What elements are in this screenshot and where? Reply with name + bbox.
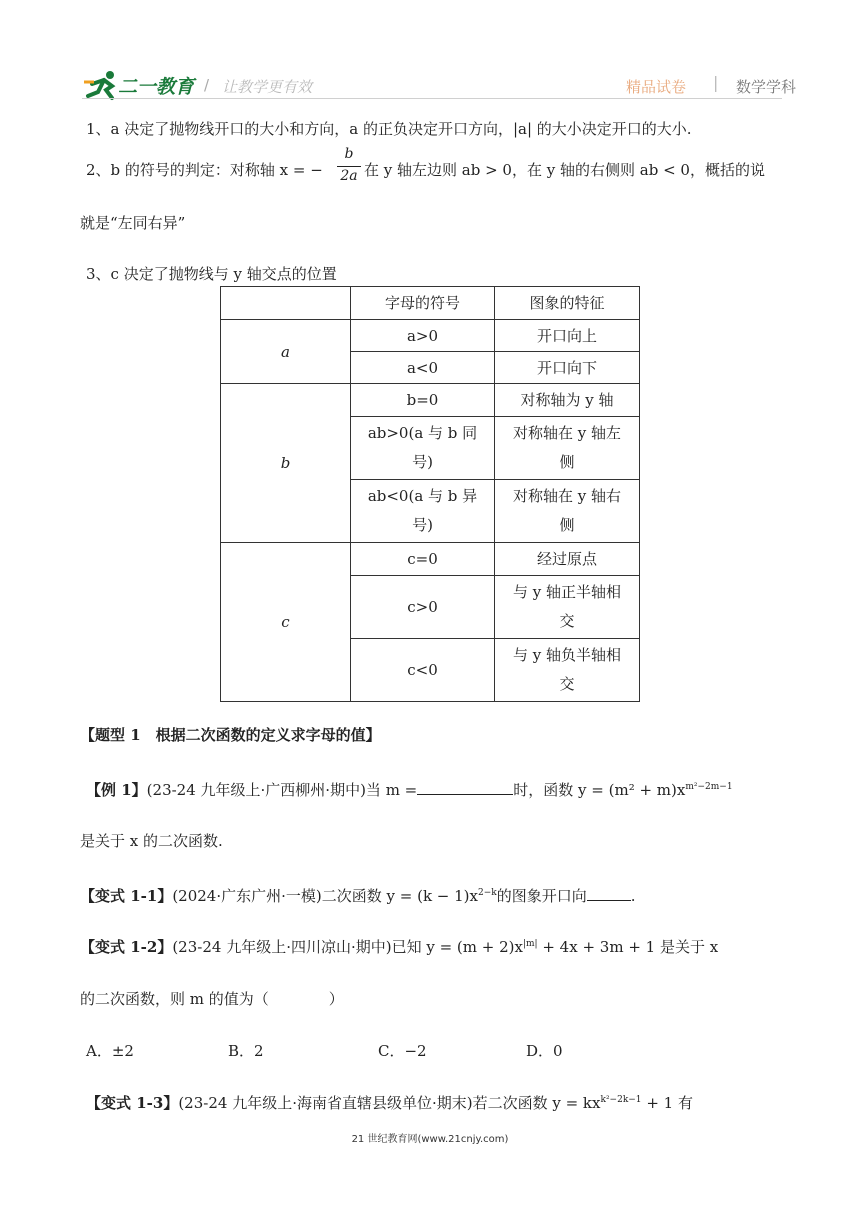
table-row bbox=[221, 320, 640, 352]
answer-blank[interactable] bbox=[587, 884, 631, 901]
variant-exponent: |m| bbox=[522, 939, 538, 949]
header-divider bbox=[82, 98, 782, 99]
table-row bbox=[221, 543, 640, 576]
feature-line: 侧 bbox=[559, 453, 575, 471]
variant-end: . bbox=[630, 887, 636, 905]
fraction-bar bbox=[337, 166, 361, 167]
feature-cell bbox=[495, 480, 640, 543]
fraction-numerator: b bbox=[344, 146, 354, 162]
example-source: (23-24 九年级上·广西柳州·期中)当 m = bbox=[146, 781, 418, 799]
variant-label: 【变式 1-2】 bbox=[80, 938, 173, 956]
example-1-line-2: 是关于 x 的二次函数. bbox=[80, 832, 223, 850]
feature-cell: 经过原点 bbox=[495, 543, 640, 576]
sign-cell: c<0 bbox=[351, 639, 495, 702]
logo-text: 二一教育 bbox=[118, 76, 195, 98]
coefficient-table bbox=[220, 286, 640, 702]
sign-cell bbox=[351, 417, 495, 480]
example-function: 时，函数 y = (m² + m)x bbox=[513, 781, 686, 799]
feature-line: 与 y 轴负半轴相 bbox=[512, 646, 621, 664]
variant-text: (2024·广东广州·一模)二次函数 y = (k − 1)x bbox=[172, 887, 478, 905]
variant-text: (23-24 九年级上·四川凉山·期中)已知 y = (m + 2)x bbox=[172, 938, 523, 956]
table-header-cell: 图象的特征 bbox=[495, 287, 640, 320]
variant-label: 【变式 1-1】 bbox=[80, 887, 173, 905]
letter-cell: b bbox=[221, 384, 351, 543]
feature-cell bbox=[495, 576, 640, 639]
sign-line: 号) bbox=[412, 453, 433, 471]
option-c[interactable]: C．−2 bbox=[378, 1042, 427, 1060]
sign-cell: a<0 bbox=[351, 352, 495, 384]
feature-line: 对称轴在 y 轴右 bbox=[512, 487, 621, 505]
slogan-separator: / bbox=[204, 76, 210, 94]
sign-cell: b=0 bbox=[351, 384, 495, 417]
letter-cell: a bbox=[221, 320, 351, 384]
feature-line: 交 bbox=[559, 675, 575, 693]
feature-cell: 开口向下 bbox=[495, 352, 640, 384]
header-tag-quality: 精品试卷 bbox=[626, 78, 687, 96]
sign-cell bbox=[351, 480, 495, 543]
table-header-row bbox=[221, 287, 640, 320]
rule-2-part-b: 在 y 轴左边则 ab > 0，在 y 轴的右侧则 ab < 0，概括的说 bbox=[364, 161, 765, 179]
feature-line: 侧 bbox=[559, 516, 575, 534]
sign-cell: c=0 bbox=[351, 543, 495, 576]
fraction-denominator: 2a bbox=[340, 168, 358, 184]
variant-1-3 bbox=[86, 1092, 693, 1113]
header-separator: | bbox=[713, 73, 719, 92]
feature-line: 交 bbox=[559, 612, 575, 630]
answer-blank[interactable] bbox=[417, 778, 513, 795]
variant-1-1 bbox=[80, 884, 636, 906]
feature-line: 与 y 轴正半轴相 bbox=[512, 583, 621, 601]
variant-label: 【变式 1-3】 bbox=[86, 1094, 179, 1112]
variant-after: + 4x + 3m + 1 是关于 x bbox=[537, 938, 719, 956]
rule-1: 1、a 决定了抛物线开口的大小和方向，a 的正负决定开口方向，|a| 的大小决定开口的大小. bbox=[86, 120, 692, 138]
sign-line: ab<0(a 与 b 异 bbox=[367, 487, 478, 505]
page-footer: 21 世纪教育网(www.21cnjy.com) bbox=[351, 1134, 509, 1145]
sign-cell: a>0 bbox=[351, 320, 495, 352]
variant-exponent: k²−2k−1 bbox=[600, 1095, 642, 1105]
rule-2-part-a: 2、b 的符号的判定：对称轴 x = − bbox=[86, 161, 323, 179]
option-b[interactable]: B．2 bbox=[228, 1042, 264, 1060]
variant-text: (23-24 九年级上·海南省直辖县级单位·期末)若二次函数 y = kx bbox=[178, 1094, 601, 1112]
example-exponent: m²−2m−1 bbox=[685, 782, 733, 792]
slogan: 让教学更有效 bbox=[222, 78, 313, 96]
variant-after: 的图象开口向 bbox=[496, 887, 587, 905]
table-row bbox=[221, 384, 640, 417]
variant-after: + 1 有 bbox=[641, 1094, 693, 1112]
option-a[interactable]: A．±2 bbox=[86, 1042, 134, 1060]
table-header-cell bbox=[221, 287, 351, 320]
feature-line: 对称轴在 y 轴左 bbox=[512, 424, 621, 442]
header-tag-subject: 数学学科 bbox=[736, 78, 797, 96]
option-d[interactable]: D．0 bbox=[526, 1042, 563, 1060]
variant-1-2-line-2: 的二次函数，则 m 的值为（ ） bbox=[80, 990, 344, 1008]
sign-line: 号) bbox=[412, 516, 433, 534]
rule-3: 3、c 决定了抛物线与 y 轴交点的位置 bbox=[86, 265, 337, 283]
sign-cell: c>0 bbox=[351, 576, 495, 639]
example-1-line-1 bbox=[86, 778, 733, 800]
table-header-cell: 字母的符号 bbox=[351, 287, 495, 320]
feature-cell bbox=[495, 639, 640, 702]
example-label: 【例 1】 bbox=[86, 781, 147, 799]
feature-cell: 开口向上 bbox=[495, 320, 640, 352]
variant-1-2-line-1 bbox=[80, 936, 718, 957]
rule-2-part-c: 就是“左同右异” bbox=[80, 214, 186, 232]
feature-cell bbox=[495, 417, 640, 480]
feature-cell: 对称轴为 y 轴 bbox=[495, 384, 640, 417]
letter-cell: c bbox=[221, 543, 351, 702]
sign-line: ab>0(a 与 b 同 bbox=[367, 424, 478, 442]
section-title: 【题型 1 根据二次函数的定义求字母的值】 bbox=[80, 726, 381, 744]
variant-exponent: 2−k bbox=[478, 888, 497, 898]
